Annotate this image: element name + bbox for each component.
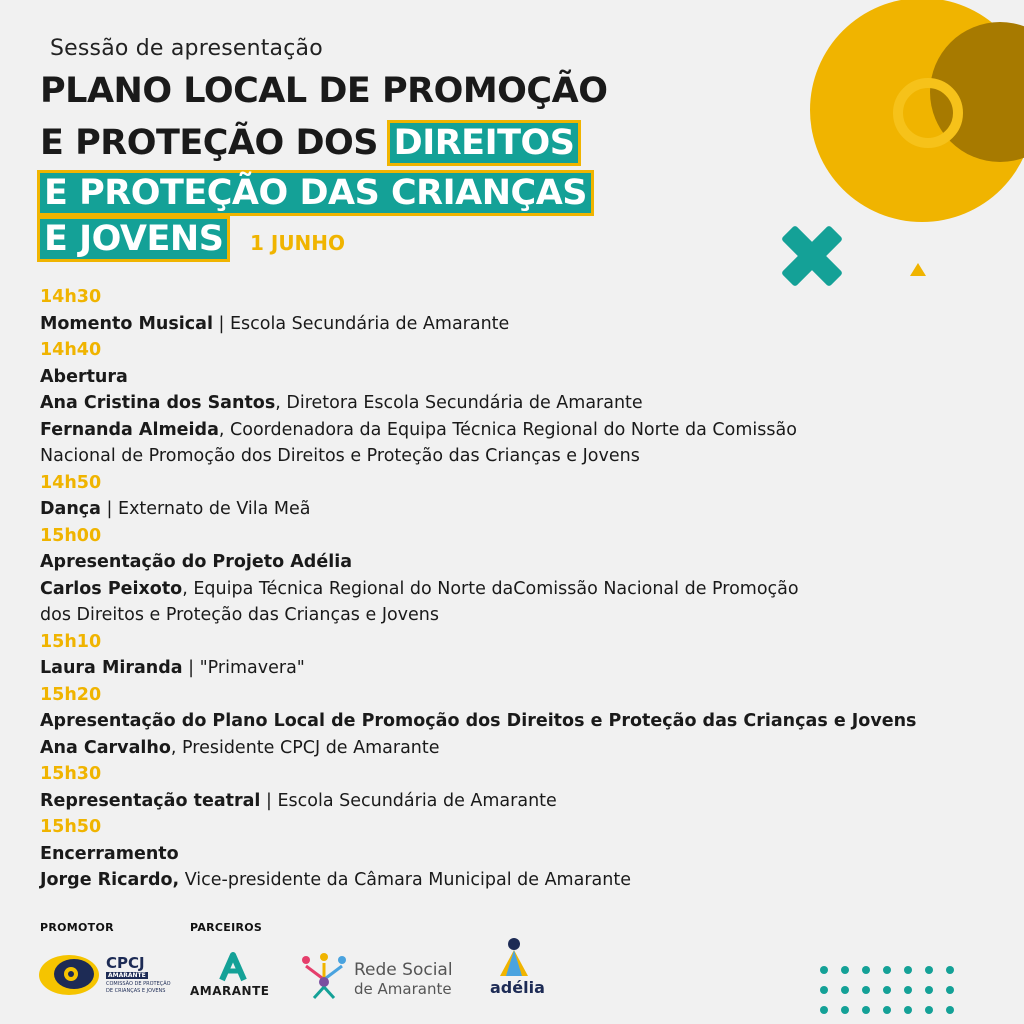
cpcj-eye-icon	[38, 952, 100, 998]
schedule-line-bold: Apresentação do Projeto Adélia	[40, 552, 353, 572]
schedule-line-bold: Abertura	[40, 366, 128, 387]
schedule-time: 14h40	[40, 340, 102, 360]
schedule-line	[40, 708, 1000, 735]
schedule-line-bold: Jorge Ricardo,	[40, 870, 180, 890]
schedule-line-text: Nacional de Promoção dos Direitos e Proteção das Crianças e Jovens	[40, 446, 640, 466]
title-line-2-highlight: DIREITOS	[390, 123, 579, 163]
schedule-line	[40, 390, 1000, 417]
schedule-time: 14h30	[40, 287, 102, 307]
cpcj-logo	[38, 952, 178, 998]
decorative-dot	[841, 1006, 849, 1014]
schedule-line-text: , Presidente CPCJ de Amarante	[170, 737, 440, 758]
schedule-line-text: , Diretora Escola Secundária de Amarante	[275, 393, 643, 413]
decorative-dot	[946, 986, 954, 994]
schedule-line	[40, 788, 1000, 815]
schedule-time: 15h30	[40, 764, 102, 784]
schedule-line-text: | Escola Secundária de Amarante	[260, 790, 557, 811]
schedule-line-bold: Apresentação do Plano Local de Promoção dos Direitos e Proteção das Crianças e Jovens	[40, 711, 917, 731]
decorative-dot	[841, 986, 849, 994]
decorative-dot	[820, 986, 828, 994]
decorative-dot	[904, 1006, 912, 1014]
schedule	[40, 284, 1000, 894]
decorative-dot	[904, 966, 912, 974]
schedule-line	[40, 655, 1000, 682]
schedule-line-text: Vice-presidente da Câmara Municipal de Amarante	[179, 870, 631, 890]
amarante-name: AMARANTE	[190, 984, 270, 998]
decorative-dot	[883, 986, 891, 994]
schedule-line-text: | "Primavera"	[182, 658, 305, 678]
title-line-3	[40, 170, 591, 216]
title-line-4	[40, 216, 227, 262]
yellow-triangle	[910, 263, 926, 276]
schedule-line-bold: Ana Carvalho	[40, 737, 171, 758]
amarante-a-icon	[218, 952, 248, 982]
decorative-dot	[883, 1006, 891, 1014]
decorative-dot	[946, 1006, 954, 1014]
schedule-line	[40, 549, 1000, 576]
schedule-line	[40, 867, 1000, 894]
schedule-line-text: dos Direitos e Proteção das Crianças e Jovens	[40, 605, 440, 625]
schedule-line-bold: Dança	[40, 499, 101, 519]
adelia-figure-icon	[484, 936, 544, 980]
title-line-2	[40, 120, 578, 166]
schedule-line-bold: Fernanda Almeida	[40, 419, 219, 440]
decorative-dot	[862, 966, 870, 974]
cpcj-sub2: COMISSÃO DE PROTEÇÃO	[106, 981, 171, 987]
event-date: 1 JUNHO	[250, 231, 346, 255]
schedule-time: 15h00	[40, 525, 102, 546]
rede-social-people-icon	[300, 952, 348, 1000]
decorative-dot	[925, 986, 933, 994]
promotor-label: PROMOTOR	[40, 921, 114, 934]
schedule-line	[40, 417, 1000, 444]
schedule-line-bold: Laura Miranda	[40, 658, 183, 678]
schedule-line	[40, 602, 1000, 629]
rede-social-line2: de Amarante	[354, 980, 452, 998]
schedule-line	[40, 311, 1000, 338]
title-line-2-text: E PROTEÇÃO DOS	[40, 123, 378, 163]
schedule-line-text: | Escola Secundária de Amarante	[212, 313, 510, 334]
schedule-time: 15h20	[40, 684, 102, 705]
decorative-dot	[946, 966, 954, 974]
cpcj-sub3: DE CRIANÇAS E JOVENS	[106, 988, 166, 994]
decorative-dot	[820, 966, 828, 974]
parceiros-label: PARCEIROS	[190, 921, 263, 934]
decorative-dot	[925, 1006, 933, 1014]
decorative-dot	[883, 966, 891, 974]
schedule-time: 15h50	[40, 817, 102, 837]
decorative-dot	[925, 966, 933, 974]
schedule-line	[40, 841, 1000, 868]
schedule-line-text: , Equipa Técnica Regional do Norte daComissão Nacional de Promoção	[182, 578, 799, 599]
title-line-1-text: PLANO LOCAL DE PROMOÇÃO	[40, 71, 608, 111]
decorative-dot	[820, 1006, 828, 1014]
decorative-dot	[841, 966, 849, 974]
schedule-line	[40, 576, 1000, 603]
amarante-logo	[190, 952, 280, 998]
title-line-3-highlight: E PROTEÇÃO DAS CRIANÇAS	[40, 173, 591, 213]
cpcj-sub1: AMARANTE	[108, 972, 146, 979]
schedule-line-text: | Externato de Vila Meã	[100, 499, 311, 519]
schedule-line	[40, 496, 1000, 523]
schedule-line	[40, 364, 1000, 391]
schedule-line	[40, 443, 1000, 470]
title-line-1	[40, 68, 607, 114]
schedule-line-bold: Momento Musical	[40, 313, 213, 334]
rede-social-logo	[300, 950, 470, 1000]
decorative-dot	[862, 1006, 870, 1014]
schedule-time: 14h50	[40, 472, 102, 493]
decorative-dot	[862, 986, 870, 994]
title-line-4-highlight: E JOVENS	[40, 219, 227, 259]
schedule-line-bold: Encerramento	[40, 843, 179, 864]
schedule-line	[40, 735, 1000, 762]
schedule-line-bold: Ana Cristina dos Santos	[40, 393, 276, 413]
decorative-dot	[904, 986, 912, 994]
schedule-line-text: , Coordenadora da Equipa Técnica Regional do Norte da Comissão	[218, 419, 797, 440]
schedule-time: 15h10	[40, 631, 102, 652]
schedule-line-bold: Representação teatral	[40, 790, 261, 811]
adelia-name: adélia	[490, 978, 545, 997]
subtitle: Sessão de apresentação	[50, 36, 323, 61]
adelia-logo	[484, 936, 544, 1002]
schedule-line-bold: Carlos Peixoto	[40, 578, 183, 599]
cpcj-name: CPCJ	[106, 954, 145, 972]
rede-social-line1: Rede Social	[354, 960, 453, 980]
